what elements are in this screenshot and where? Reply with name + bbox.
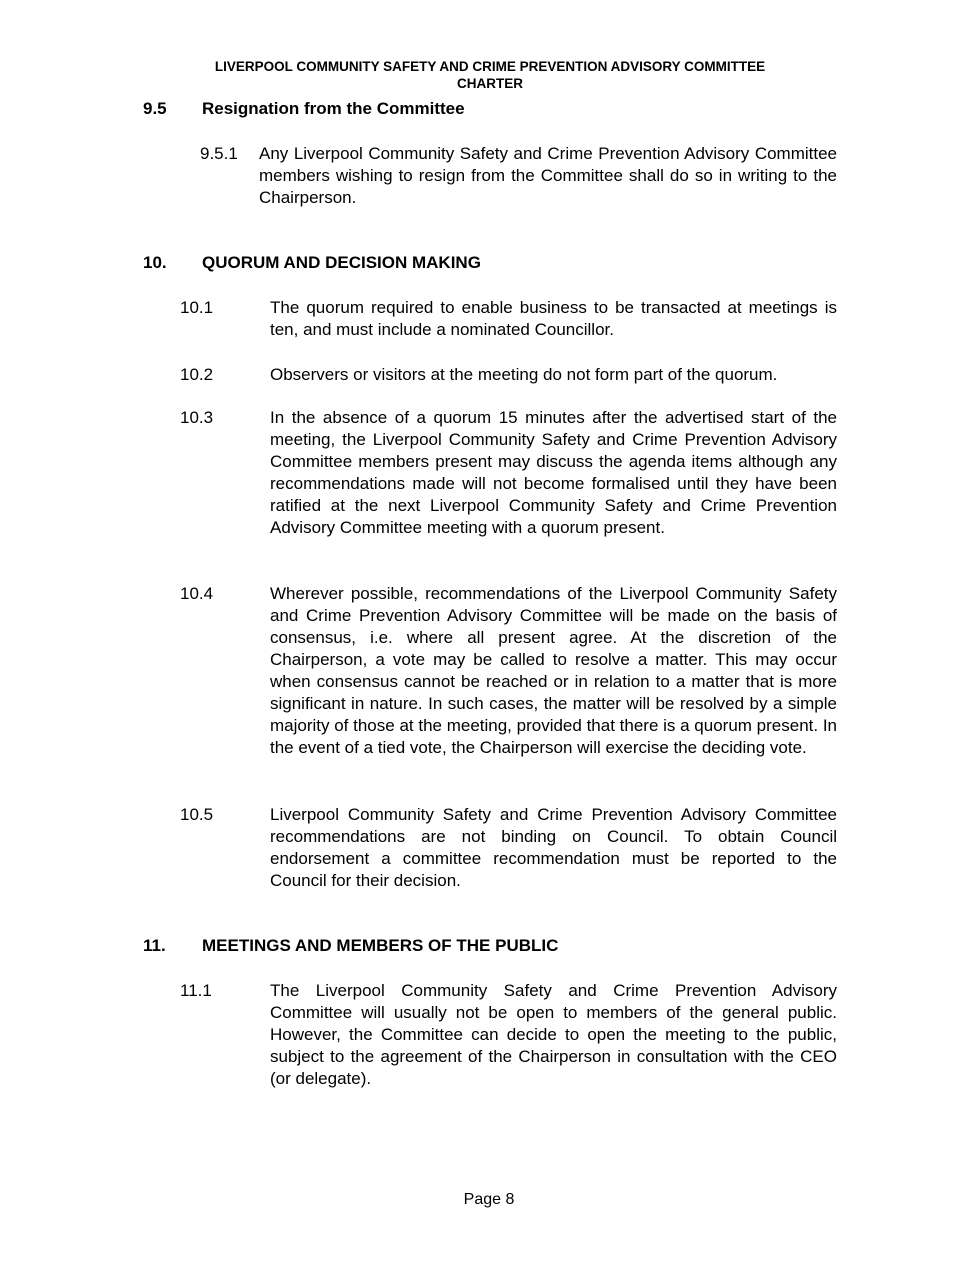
clause-text: In the absence of a quorum 15 minutes after the advertised start of the meeting, the Liverpool Community Safety and Crime Prevention Advisory Committee members present may discuss the agenda items although any recommendations made will not become formalised until they have been ratified at the next Liverpool Community Safety and Crime Prevention Advisory Committee meeting with a quorum present. xyxy=(270,408,837,537)
section-number: 9.5 xyxy=(143,99,167,118)
clause-text: Wherever possible, recommendations of the Liverpool Community Safety and Crime Prevention Advisory Committee will be made on the basis of consensus, i.e. where all present agree. At the discretion of the Chairperson, a vote may be called to resolve a matter. This may occur when consensus cannot be reached or in relation to a matter that is more significant in nature. In such cases, the matter will be resolved by a simple majority of those at the meeting, provided that there is a quorum present. In the event of a tied vote, the Chairperson will exercise the deciding vote. xyxy=(270,584,837,757)
clause-10-3 xyxy=(180,407,840,563)
clause-number: 11.1 xyxy=(180,981,212,1000)
clause-9-5-1 xyxy=(200,143,840,213)
clause-text: The quorum required to enable business to be transacted at meetings is ten, and must include a nominated Councillor. xyxy=(270,298,837,339)
clause-number: 10.4 xyxy=(180,584,214,603)
clause-text: Any Liverpool Community Safety and Crime Prevention Advisory Committee members wishing to resign from the Committee shall do so in writing to the Chairperson. xyxy=(259,144,837,207)
section-title: MEETINGS AND MEMBERS OF THE PUBLIC xyxy=(202,936,559,955)
page-number: Page 8 xyxy=(463,1191,515,1208)
clause-number: 9.5.1 xyxy=(200,144,238,163)
clause-10-2 xyxy=(180,364,850,388)
section-title: Resignation from the Committee xyxy=(202,99,465,118)
clause-text: Liverpool Community Safety and Crime Prevention Advisory Committee recommendations are not binding on Council. To obtain Council endorsement a committee recommendation must be reported to the Council for their decision. xyxy=(270,805,837,890)
clause-text: The Liverpool Community Safety and Crime Prevention Advisory Committee will usually not be open to members of the general public. However, the Committee can decide to open the meeting to the public, subject to the agreement of the Chairperson in consultation with the CEO (or delegate). xyxy=(270,981,837,1088)
clause-text: Observers or visitors at the meeting do not form part of the quorum. xyxy=(270,365,778,384)
clause-number: 10.1 xyxy=(180,298,214,317)
section-number: 10. xyxy=(143,253,167,272)
clause-number: 10.5 xyxy=(180,805,214,824)
section-title: QUORUM AND DECISION MAKING xyxy=(202,253,481,272)
section-9-5-heading xyxy=(143,99,843,121)
clause-10-4 xyxy=(180,583,840,783)
clause-10-1 xyxy=(180,297,840,343)
header-subtitle: CHARTER xyxy=(457,76,523,91)
clause-10-5 xyxy=(180,804,840,894)
document-header xyxy=(140,58,840,92)
clause-11-1 xyxy=(180,980,840,1092)
clause-number: 10.2 xyxy=(180,365,214,384)
section-11-heading xyxy=(143,936,843,958)
clause-number: 10.3 xyxy=(180,408,214,427)
section-number: 11. xyxy=(143,936,166,955)
header-title: LIVERPOOL COMMUNITY SAFETY AND CRIME PREVENTION ADVISORY COMMITTEE xyxy=(214,59,766,74)
section-10-heading xyxy=(143,253,843,275)
